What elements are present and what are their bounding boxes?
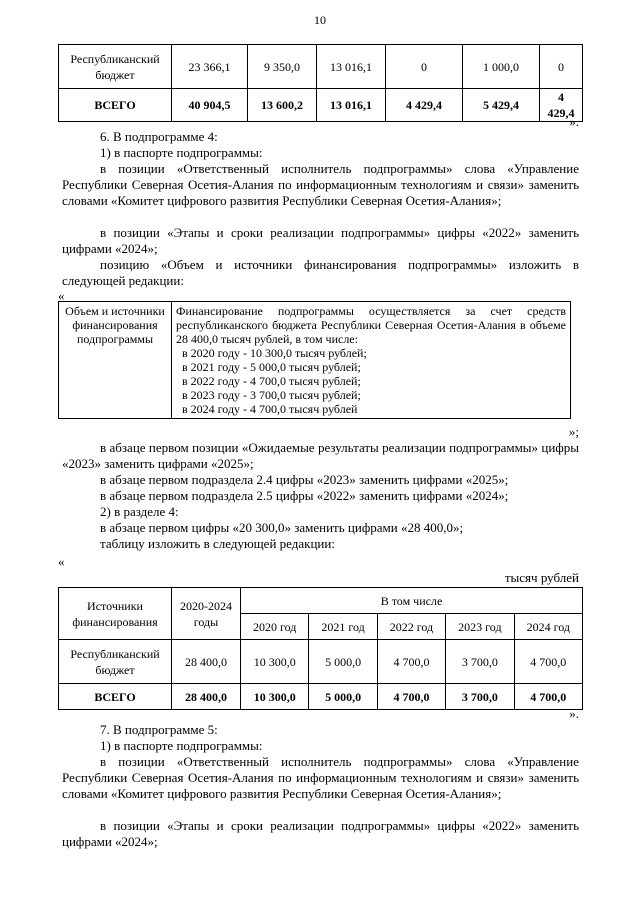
header-source: Источники финансирования	[59, 588, 172, 640]
table-cell: 4 700,0	[514, 640, 582, 684]
paragraph: 6. В подпрограмме 4:	[100, 129, 218, 144]
table-cell: 23 366,1	[172, 45, 248, 89]
header-total: 2020-2024 годы	[172, 588, 241, 640]
table-cell: 0	[540, 45, 583, 89]
funding-table	[58, 587, 583, 710]
table-cell: 5 429,4	[463, 89, 540, 122]
paragraph: 2) в разделе 4:	[100, 504, 179, 519]
header-year: 2022 год	[377, 614, 445, 640]
header-including: В том числе	[241, 588, 583, 614]
paragraph: в позиции «Этапы и сроки реализации подпрограммы» цифры «2022» заменить цифрами «2024»;	[62, 818, 579, 849]
paragraph: в абзаце первом позиции «Ожидаемые результаты реализации подпрограммы» цифры «2023» заменить цифрами «2025»;	[62, 440, 579, 471]
paragraph: таблицу изложить в следующей редакции:	[100, 536, 335, 551]
passport-value	[172, 302, 571, 419]
paragraph: в позиции «Этапы и сроки реализации подпрограммы» цифры «2022» заменить цифрами «2024»;	[62, 225, 579, 256]
open-quote: «	[58, 288, 65, 303]
paragraph: в абзаце первом подраздела 2.4 цифры «2023» заменить цифрами «2025»;	[100, 472, 509, 487]
year-line: в 2022 году - 4 700,0 тысяч рублей;	[182, 374, 361, 388]
paragraph: в позиции «Ответственный исполнитель подпрограммы» слова «Управление Республики Северная Осетия-Алания по информационным технологиям и связи» заменить словами «Комитет цифрового развития Республики Северная Осетия-Алания»;	[62, 754, 579, 801]
table-cell: 4 700,0	[377, 684, 445, 710]
table-cell: 0	[386, 45, 463, 89]
table-cell: 10 300,0	[241, 640, 309, 684]
table-row	[59, 640, 583, 684]
table-cell: 4 429,4	[540, 89, 583, 122]
closing-quote: »;	[568, 424, 579, 439]
table-cell: 5 000,0	[309, 640, 377, 684]
table-cell: 13 016,1	[317, 45, 386, 89]
table-cell: Республиканский бюджет	[59, 640, 172, 684]
paragraph: в абзаце первом цифры «20 300,0» заменить цифрами «28 400,0»;	[100, 520, 464, 535]
passport-label: Объем и источники финансирования подпрограммы	[59, 302, 172, 419]
table-cell: 10 300,0	[241, 684, 309, 710]
paragraph: в абзаце первом подраздела 2.5 цифры «2022» заменить цифрами «2024»;	[100, 488, 509, 503]
table-cell: 1 000,0	[463, 45, 540, 89]
table-cell: 3 700,0	[446, 684, 514, 710]
table-cell: 3 700,0	[446, 640, 514, 684]
closing-quote: ».	[569, 706, 579, 721]
header-year: 2024 год	[514, 614, 582, 640]
table-cell: 4 700,0	[377, 640, 445, 684]
table-cell: 5 000,0	[309, 684, 377, 710]
passport-funding-table	[58, 301, 571, 419]
open-quote: «	[58, 554, 65, 569]
table-cell: 28 400,0	[172, 640, 241, 684]
table-cell: 9 350,0	[248, 45, 317, 89]
year-line: в 2020 году - 10 300,0 тысяч рублей;	[182, 346, 367, 360]
funding-table-continued	[58, 44, 583, 122]
paragraph: 1) в паспорте подпрограммы:	[100, 738, 263, 753]
paragraph: позицию «Объем и источники финансирования подпрограммы» изложить в следующей редакции:	[62, 257, 579, 288]
table-cell: 40 904,5	[172, 89, 248, 122]
table-cell: ВСЕГО	[59, 89, 172, 122]
header-year: 2023 год	[446, 614, 514, 640]
units-label: тысяч рублей	[504, 570, 579, 585]
table-row	[59, 302, 571, 419]
year-line: в 2023 году - 3 700,0 тысяч рублей;	[182, 388, 361, 402]
paragraph: в позиции «Ответственный исполнитель подпрограммы» слова «Управление Республики Северная Осетия-Алания по информационным технологиям и связи» заменить словами «Комитет цифрового развития Республики Северная Осетия-Алания»;	[62, 161, 579, 208]
table-header-row	[59, 588, 583, 614]
header-year: 2020 год	[241, 614, 309, 640]
year-line: в 2024 году - 4 700,0 тысяч рублей	[182, 402, 358, 416]
table-cell: 4 429,4	[386, 89, 463, 122]
table-cell: Республиканский бюджет	[59, 45, 172, 89]
table-cell: 28 400,0	[172, 684, 241, 710]
year-line: в 2021 году - 5 000,0 тысяч рублей;	[182, 360, 361, 374]
page-number: 10	[314, 13, 326, 27]
table-cell: ВСЕГО	[59, 684, 172, 710]
paragraph: 1) в паспорте подпрограммы:	[100, 145, 263, 160]
table-row	[59, 45, 583, 89]
table-cell: 4 700,0	[514, 684, 582, 710]
paragraph: 7. В подпрограмме 5:	[100, 722, 218, 737]
table-cell: 13 016,1	[317, 89, 386, 122]
passport-intro: Финансирование подпрограммы осуществляется за счет средств республиканского бюджета Республики Северная Осетия-Алания в объеме 28 400,0 тысяч рублей, в том числе:	[176, 304, 566, 346]
header-year: 2021 год	[309, 614, 377, 640]
table-cell: 13 600,2	[248, 89, 317, 122]
closing-quote: ».	[569, 114, 579, 129]
